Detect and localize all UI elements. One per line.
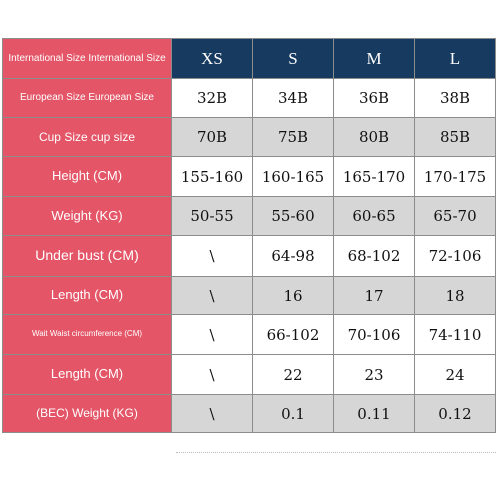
table-cell: 66-102 — [253, 315, 334, 355]
table-cell: 34B — [253, 79, 334, 118]
row-label: (BEC) Weight (KG) — [3, 395, 172, 433]
row-label: Height (CM) — [3, 157, 172, 197]
table-cell: 65-70 — [415, 197, 496, 236]
table-cell: 80B — [334, 118, 415, 157]
table-cell: 70-106 — [334, 315, 415, 355]
table-cell: \ — [172, 395, 253, 433]
row-label: Length (CM) — [3, 277, 172, 315]
row-label: Under bust (CM) — [3, 236, 172, 277]
table-cell: 0.12 — [415, 395, 496, 433]
table-row — [3, 79, 496, 118]
table-cell: 155-160 — [172, 157, 253, 197]
table-row — [3, 157, 496, 197]
row-label: Cup Size cup size — [3, 118, 172, 157]
header-row — [3, 39, 496, 79]
size-chart-table — [2, 38, 496, 433]
row-label: Weight (KG) — [3, 197, 172, 236]
table-cell: 68-102 — [334, 236, 415, 277]
size-header-l: L — [415, 39, 496, 79]
table-cell: 75B — [253, 118, 334, 157]
table-row — [3, 315, 496, 355]
table-row — [3, 118, 496, 157]
table-cell: \ — [172, 277, 253, 315]
table-cell: 55-60 — [253, 197, 334, 236]
table-cell: 17 — [334, 277, 415, 315]
table-cell: 16 — [253, 277, 334, 315]
size-header-s: S — [253, 39, 334, 79]
table-row — [3, 395, 496, 433]
table-cell: \ — [172, 355, 253, 395]
table-cell: 74-110 — [415, 315, 496, 355]
table-row — [3, 277, 496, 315]
table-cell: 24 — [415, 355, 496, 395]
table-cell: 50-55 — [172, 197, 253, 236]
table-cell: 60-65 — [334, 197, 415, 236]
table-row — [3, 355, 496, 395]
table-cell: 32B — [172, 79, 253, 118]
row-label: European Size European Size — [3, 79, 172, 118]
table-row — [3, 236, 496, 277]
table-cell: 23 — [334, 355, 415, 395]
table-cell: 64-98 — [253, 236, 334, 277]
table-cell: \ — [172, 236, 253, 277]
table-cell: 0.1 — [253, 395, 334, 433]
table-cell: 38B — [415, 79, 496, 118]
row-label: Wait Waist circumference (CM) — [3, 315, 172, 355]
size-header-xs: XS — [172, 39, 253, 79]
table-cell: 22 — [253, 355, 334, 395]
row-label: Length (CM) — [3, 355, 172, 395]
table-cell: 0.11 — [334, 395, 415, 433]
table-cell: 160-165 — [253, 157, 334, 197]
table-cell: 85B — [415, 118, 496, 157]
header-label: International Size International Size — [3, 39, 172, 79]
table-cell: 70B — [172, 118, 253, 157]
footer-divider — [176, 452, 496, 454]
table-cell: 36B — [334, 79, 415, 118]
table-cell: 170-175 — [415, 157, 496, 197]
table-cell: 18 — [415, 277, 496, 315]
table-cell: \ — [172, 315, 253, 355]
size-header-m: M — [334, 39, 415, 79]
table-row — [3, 197, 496, 236]
table-cell: 72-106 — [415, 236, 496, 277]
table-cell: 165-170 — [334, 157, 415, 197]
